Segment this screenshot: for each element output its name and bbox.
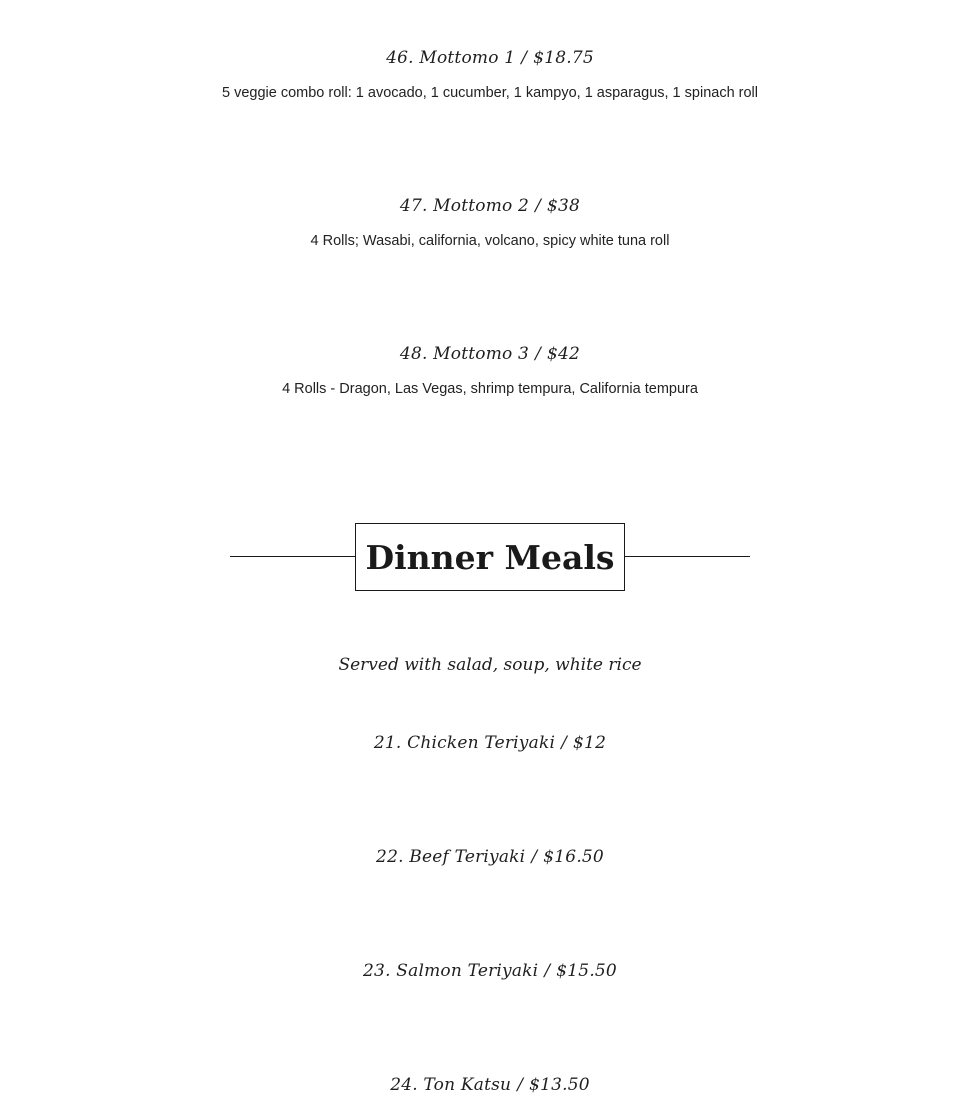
menu-item-title [0, 48, 965, 68]
menu-item-name: 47. Mottomo 2 [399, 196, 530, 216]
menu-item-title [0, 961, 965, 981]
menu-item-title [0, 733, 965, 753]
menu-item-name: 21. Chicken Teriyaki [373, 733, 556, 753]
menu-item-beef-teriyaki [0, 847, 965, 867]
price-separator: / [531, 847, 538, 867]
menu-item-name: 22. Beef Teriyaki [376, 847, 526, 867]
menu-item-name: 23. Salmon Teriyaki [363, 961, 539, 981]
section-title-box [355, 523, 625, 591]
price-separator: / [561, 733, 568, 753]
price-separator: / [517, 1075, 524, 1095]
price-separator: / [535, 344, 542, 364]
section-subtitle: Served with salad, soup, white rice [338, 655, 642, 675]
menu-item-title [0, 847, 965, 867]
menu-item-price: $42 [547, 344, 581, 364]
menu-item-price: $13.50 [529, 1075, 590, 1095]
menu-item-mottomo-3 [0, 344, 965, 397]
menu-item-mottomo-1 [0, 48, 965, 101]
menu-item-name: 24. Ton Katsu [390, 1075, 512, 1095]
menu-item-price: $38 [547, 196, 581, 216]
menu-item-name: 46. Mottomo 1 [386, 48, 516, 68]
menu-item-price: $16.50 [543, 847, 604, 867]
menu-item-ton-katsu [0, 1075, 965, 1095]
price-separator: / [521, 48, 528, 68]
section-title: Dinner Meals [365, 537, 615, 577]
menu-item-title [0, 344, 965, 364]
divider-line-left [230, 556, 355, 557]
menu-item-chicken-teriyaki [0, 733, 965, 753]
menu-item-mottomo-2 [0, 196, 965, 249]
menu-item-description: 4 Rolls - Dragon, Las Vegas, shrimp tempura, California tempura [282, 381, 698, 397]
menu-item-title [0, 1075, 965, 1095]
menu-item-description: 4 Rolls; Wasabi, california, volcano, spicy white tuna roll [310, 233, 670, 249]
menu-item-price: $12 [573, 733, 607, 753]
menu-item-title [0, 196, 965, 216]
price-separator: / [544, 961, 551, 981]
menu-item-price: $18.75 [533, 48, 594, 68]
menu-item-salmon-teriyaki [0, 961, 965, 981]
section-header-dinner-meals [230, 523, 750, 591]
divider-line-right [625, 556, 750, 557]
menu-item-price: $15.50 [556, 961, 617, 981]
price-separator: / [535, 196, 542, 216]
menu-item-name: 48. Mottomo 3 [399, 344, 530, 364]
menu-item-description: 5 veggie combo roll: 1 avocado, 1 cucumber, 1 kampyo, 1 asparagus, 1 spinach roll [222, 85, 758, 101]
